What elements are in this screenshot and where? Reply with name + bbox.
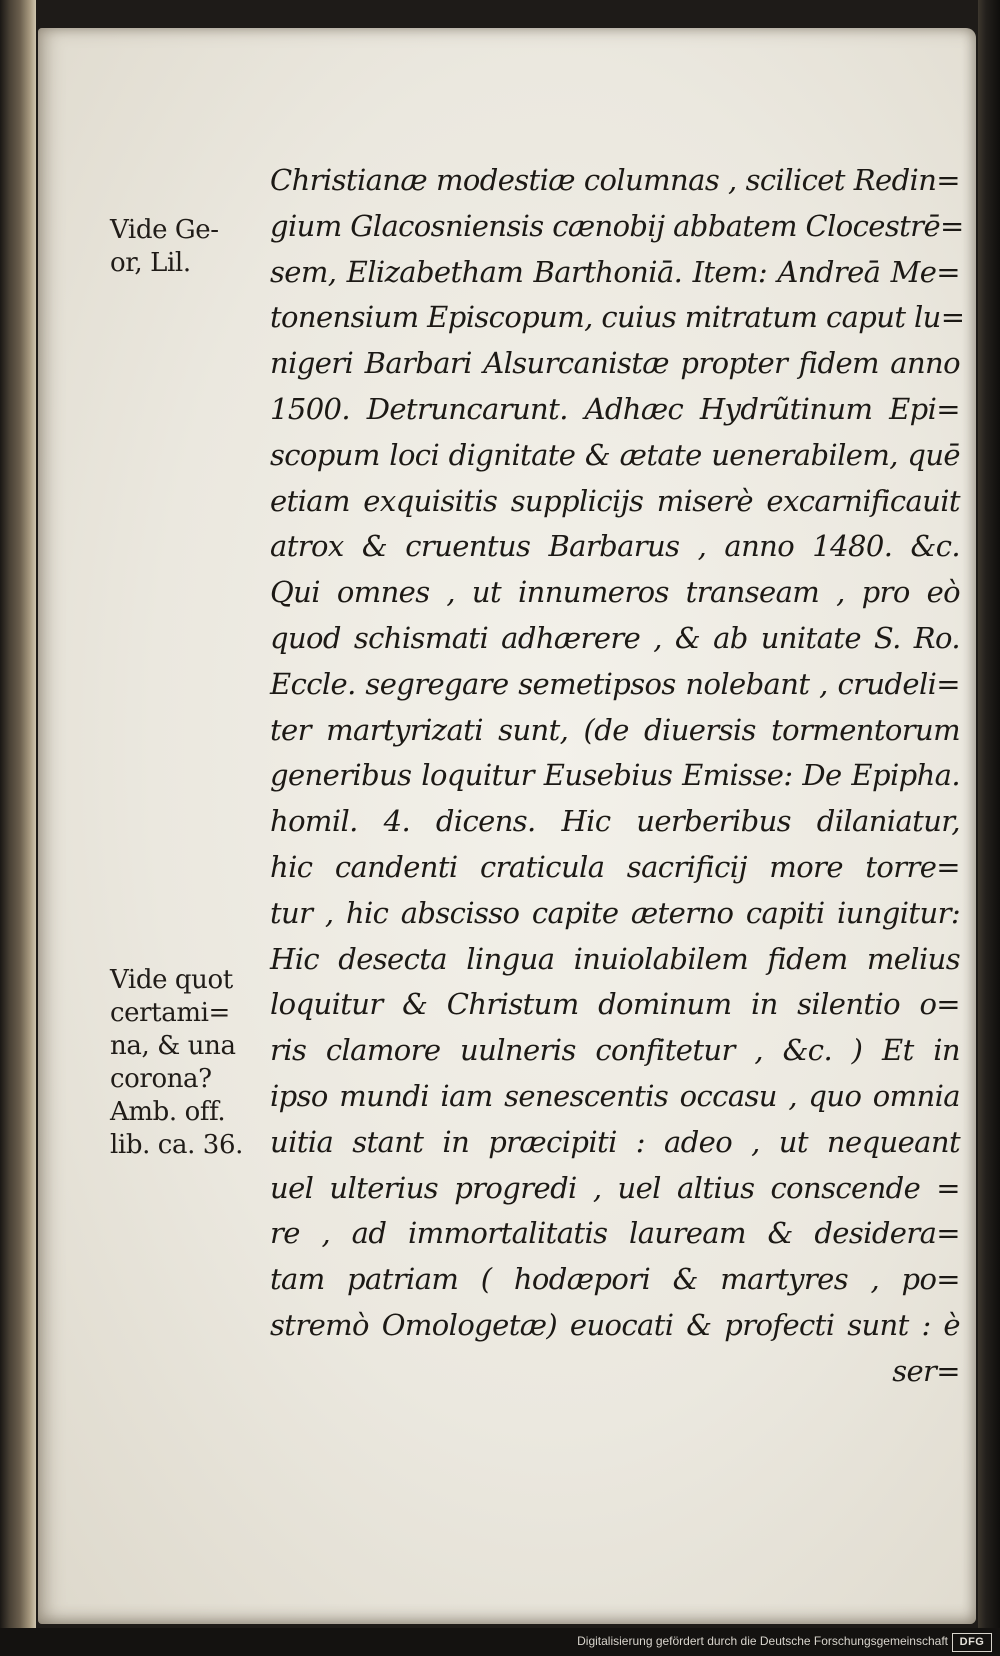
text-line: homil. 4. dicens. Hic uerberibus dilaniatur, bbox=[270, 804, 960, 839]
text-line: Hic desecta lingua inuiolabilem fidem melius bbox=[270, 941, 960, 976]
margin-note-line: certami= bbox=[110, 998, 230, 1028]
text-line: Eccle. segregare semetipsos nolebant , crudeli= bbox=[270, 666, 960, 701]
text-line: loquitur & Christum dominum in silentio o= bbox=[270, 987, 960, 1022]
text-line: etiam exquisitis supplicijs miserè excarnificauit bbox=[270, 483, 960, 518]
text-line: ris clamore uulneris confitetur , &c. ) Et in bbox=[270, 1033, 960, 1068]
text-line: quod schismati adhærere , & ab unitate S. Ro. bbox=[270, 620, 960, 655]
book-spine bbox=[0, 0, 36, 1656]
margin-note-line: Amb. off. bbox=[110, 1097, 226, 1127]
text-line: re , ad immortalitatis lauream & desidera= bbox=[270, 1216, 960, 1251]
margin-note-line: corona? bbox=[110, 1064, 212, 1094]
text-line: tam patriam ( hodæpori & martyres , po= bbox=[270, 1262, 960, 1297]
catchword: ser= bbox=[892, 1353, 960, 1388]
text-line: ter martyrizati sunt, (de diuersis tormentorum bbox=[270, 712, 960, 747]
text-line: gium Glacosniensis cænobij abbatem Clocestrē= bbox=[270, 208, 964, 243]
book-page bbox=[38, 28, 976, 1624]
margin-note-line: lib. ca. 36. bbox=[110, 1130, 243, 1160]
text-line: Christianæ modestiæ columnas , scilicet Redin= bbox=[270, 163, 960, 197]
margin-note bbox=[110, 964, 270, 1162]
digitization-footer bbox=[0, 1628, 1000, 1656]
dfg-logo: DFG bbox=[952, 1633, 992, 1652]
page-edge bbox=[978, 0, 1000, 1656]
text-line: Qui omnes , ut innumeros transeam , pro eò bbox=[270, 575, 960, 610]
text-line: ipso mundi iam senescentis occasu , quo omnia bbox=[270, 1078, 960, 1113]
text-line: hic candenti craticula sacrificij more torre= bbox=[270, 849, 960, 884]
text-line: uel ulterius progredi , uel altius conscende = bbox=[270, 1170, 960, 1205]
body-text bbox=[270, 158, 965, 1395]
text-line: scopum loci dignitate & ætate uenerabilem, quē bbox=[270, 437, 960, 472]
margin-note-line: or, Lil. bbox=[110, 248, 191, 278]
text-line: stremò Omologetæ) euocati & profecti sunt : è bbox=[270, 1307, 960, 1342]
text-line: tur , hic abscisso capite æterno capiti iungitur: bbox=[270, 895, 960, 930]
margin-note bbox=[110, 214, 270, 280]
funding-credit: Digitalisierung gefördert durch die Deutsche Forschungsgemeinschaft bbox=[577, 1634, 948, 1648]
margin-note-line: Vide quot bbox=[110, 965, 233, 995]
text-line: sem, Elizabetham Barthoniā. Item: Andreā Me= bbox=[270, 254, 960, 289]
text-line: atrox & cruentus Barbarus , anno 1480. &c. bbox=[270, 529, 960, 564]
margin-note-line: Vide Ge- bbox=[110, 215, 219, 245]
text-line: generibus loquitur Eusebius Emisse: De Epipha. bbox=[270, 758, 960, 793]
text-line: uitia stant in præcipiti : adeo , ut nequeant bbox=[270, 1124, 960, 1159]
text-line: nigeri Barbari Alsurcanistæ propter fidem anno bbox=[270, 346, 960, 381]
margin-note-line: na, & una bbox=[110, 1031, 236, 1061]
text-line: tonensium Episcopum, cuius mitratum caput lu= bbox=[270, 300, 965, 335]
text-line: 1500. Detruncarunt. Adhæc Hydrũtinum Epi= bbox=[270, 391, 960, 426]
